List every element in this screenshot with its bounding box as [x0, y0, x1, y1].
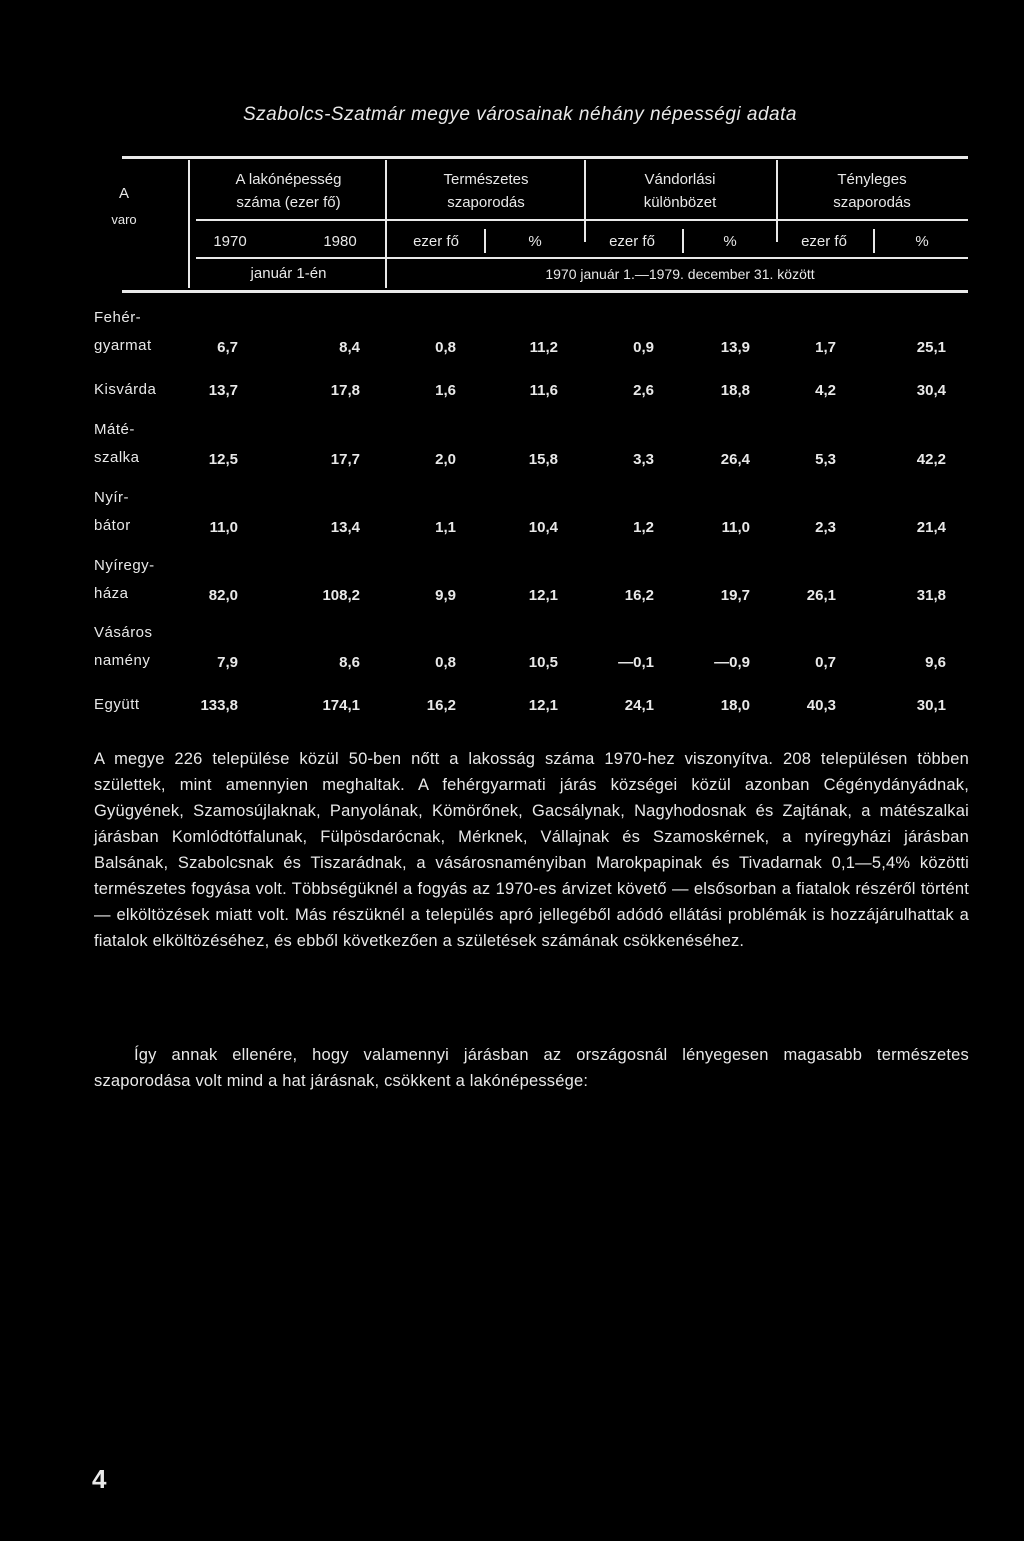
table-cell: 12,1: [528, 697, 558, 714]
row-label: [94, 488, 131, 536]
header-ezer-fo-3: ezer fő: [609, 233, 655, 250]
table-cell: 12,1: [528, 587, 558, 604]
row-label-line: háza: [94, 585, 129, 602]
header-date-right: 1970 január 1.—1979. december 31. között: [545, 266, 815, 282]
table-cell: 21,4: [916, 519, 946, 536]
column-divider: [188, 160, 190, 288]
row-label-line: bátor: [94, 517, 131, 534]
table-cell: 40,3: [806, 697, 836, 714]
row-label: [94, 420, 140, 468]
table-cell: 8,6: [339, 654, 360, 671]
table-cell: 7,9: [217, 654, 238, 671]
table-cell: 18,0: [720, 697, 750, 714]
table-cell: 17,7: [330, 451, 360, 468]
page-title: Szabolcs-Szatmár megye városainak néhány népességi adata: [243, 104, 797, 125]
table-cell: 1,7: [815, 339, 836, 356]
header-group2-line1: Természetes: [443, 171, 529, 188]
table-cell: 3,3: [633, 451, 654, 468]
header-col0-line2: varo: [111, 212, 137, 227]
table-cell: 0,8: [435, 339, 456, 356]
table-cell: 5,3: [815, 451, 836, 468]
table-cell: 4,2: [815, 382, 836, 399]
table-cell: 12,5: [208, 451, 238, 468]
header-1980: 1980: [323, 233, 357, 250]
column-divider: [776, 160, 778, 242]
table-cell: 42,2: [916, 451, 946, 468]
table-cell: 9,6: [925, 654, 946, 671]
header-group3-line2: különbözet: [643, 194, 717, 211]
row-label-line: gyarmat: [94, 337, 152, 354]
table-cell: 0,9: [633, 339, 654, 356]
table-cell: 13,7: [208, 382, 238, 399]
header-pct-3: %: [723, 233, 737, 250]
table-cell: 82,0: [208, 587, 238, 604]
row-label-line: Nyír-: [94, 489, 129, 506]
row-label-line: Nyíregy-: [94, 557, 155, 574]
row-label-line: szalka: [94, 449, 140, 466]
header-group2-line2: szaporodás: [447, 194, 525, 211]
table-cell: 19,7: [720, 587, 750, 604]
table-cell: 0,8: [435, 654, 456, 671]
table-cell: 1,2: [633, 519, 654, 536]
table-cell: 2,0: [435, 451, 456, 468]
table-cell: 15,8: [528, 451, 558, 468]
header-subrule: [196, 219, 968, 221]
column-divider: [385, 160, 387, 288]
header-pct-2: %: [528, 233, 542, 250]
row-label-line: Kisvárda: [94, 381, 157, 398]
table-cell: —0,9: [714, 654, 750, 671]
column-divider: [584, 160, 586, 242]
header-group4-line2: szaporodás: [833, 194, 911, 211]
row-label: [94, 308, 152, 356]
row-label-line: Máté-: [94, 421, 135, 438]
table-cell: 2,6: [633, 382, 654, 399]
table-cell: 1,1: [435, 519, 456, 536]
row-label-line: Együtt: [94, 696, 140, 713]
header-date-left: január 1-én: [250, 265, 327, 282]
table-cell: 11,6: [529, 382, 558, 399]
table-header-bottom-rule: [122, 290, 968, 293]
table-cell: 2,3: [815, 519, 836, 536]
header-ezer-fo-4: ezer fő: [801, 233, 847, 250]
row-label: [94, 695, 140, 715]
row-label: [94, 380, 156, 400]
table-cell: 24,1: [624, 697, 654, 714]
header-1970: 1970: [213, 233, 247, 250]
table-cell: 30,4: [916, 382, 946, 399]
table-cell: 6,7: [217, 339, 238, 356]
page-number: 4: [92, 1464, 107, 1494]
table-cell: 108,2: [322, 587, 360, 604]
column-divider: [682, 229, 684, 253]
table-cell: 10,4: [528, 519, 558, 536]
header-group3-line1: Vándorlási: [644, 171, 716, 188]
column-divider: [484, 229, 486, 253]
table-cell: —0,1: [618, 654, 654, 671]
table-cell: 31,8: [916, 587, 946, 604]
row-label-line: namény: [94, 652, 151, 669]
header-group1-line2: száma (ezer fő): [236, 194, 341, 211]
table-cell: 13,4: [330, 519, 360, 536]
table-cell: 1,6: [435, 382, 456, 399]
header-group1-line1: A lakónépesség: [235, 171, 342, 188]
table-cell: 13,9: [720, 339, 750, 356]
row-label: [94, 623, 153, 671]
body-paragraph: A megye 226 települése közül 50-ben nőtt a lakosság száma 1970-hez viszonyítva. 208 településen többen születtek, mint amennyien meghaltak. A fehérgyarmati járás községei közül azonban Cégénydányádnak, Gyügyének, Szamosújlaknak, Panyolának, Kömörőnek, Gacsálynak, Nagyhodosnak és Zajtának, a mátészalkai járásban Komlódtótfalunak, Fülpösdarócnak, Mérknek, Vállajnak és Szamoskérnek, a nyíregyházi járásban Balsának, Szabolcsnak és Tiszarádnak, a vásárosnaményiban Marokpapinak és Tivadarnak 0,1—5,4% közötti természetes fogyása volt. Többségüknél a fogyás az 1970-es árvizet követő — elsősorban a fiatalok részéről történt — elköltözések miatt volt. Más részüknél a település apró jellegéből adódó ellátási problémák is hozzájárulhattak a fiatalok elköltözéséhez, és ebből következően a születések számának csökkenéséhez.: [94, 750, 969, 950]
table-cell: 11,2: [529, 339, 558, 356]
column-divider: [873, 229, 875, 253]
table-cell: 133,8: [200, 697, 238, 714]
table-top-rule: [122, 156, 968, 159]
table-cell: 11,0: [209, 519, 238, 536]
header-group4-line1: Tényleges: [837, 171, 907, 188]
table-cell: 174,1: [322, 697, 360, 714]
row-label-line: Fehér-: [94, 309, 142, 326]
row-label: [94, 556, 155, 604]
header-subrule: [196, 257, 968, 259]
table-cell: 9,9: [435, 587, 456, 604]
table-cell: 18,8: [720, 382, 750, 399]
body-paragraph: Így annak ellenére, hogy valamennyi járásban az országosnál lényegesen magasabb természetes szaporodása volt mind a hat járásnak, csökkent a lakónépessége:: [94, 1046, 969, 1090]
table-cell: 10,5: [528, 654, 558, 671]
table-cell: 26,4: [720, 451, 750, 468]
table-cell: 17,8: [330, 382, 360, 399]
table-cell: 16,2: [624, 587, 654, 604]
header-pct-4: %: [915, 233, 929, 250]
header-ezer-fo-2: ezer fő: [413, 233, 459, 250]
table-cell: 26,1: [806, 587, 836, 604]
table-cell: 25,1: [916, 339, 946, 356]
header-col0-line1: A: [118, 185, 129, 202]
row-label-line: Vásáros: [94, 624, 153, 641]
table-cell: 16,2: [426, 697, 456, 714]
table-cell: 0,7: [815, 654, 836, 671]
table-cell: 30,1: [916, 697, 946, 714]
table-cell: 11,0: [721, 519, 750, 536]
table-cell: 8,4: [339, 339, 360, 356]
